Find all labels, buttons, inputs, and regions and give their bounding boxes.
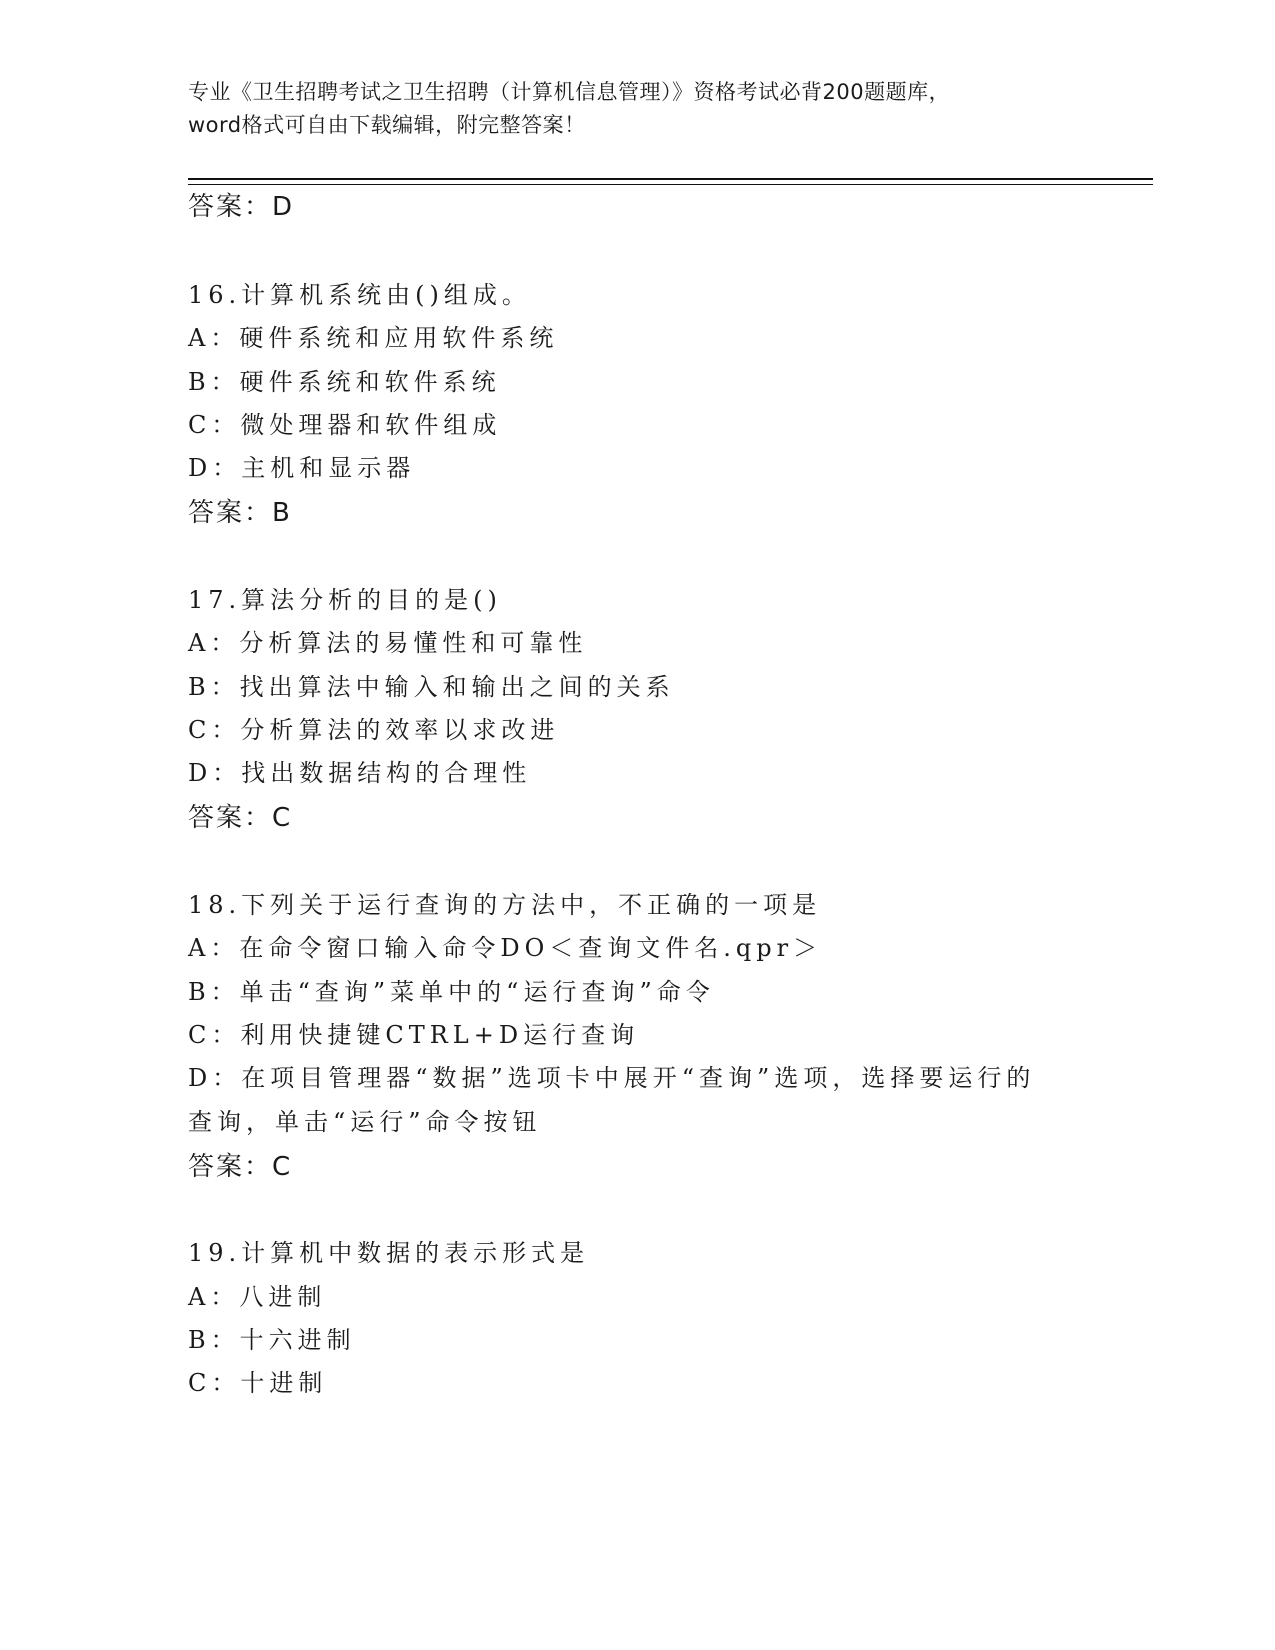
question-stem: 16.计算机系统由()组成。 bbox=[188, 281, 531, 309]
question-answer: 答案：C bbox=[188, 1152, 293, 1182]
question-option: B：找出算法中输入和输出之间的关系 bbox=[188, 673, 675, 701]
question-option: C：分析算法的效率以求改进 bbox=[188, 716, 560, 744]
question-option: C：十进制 bbox=[188, 1369, 328, 1397]
question-option: C：微处理器和软件组成 bbox=[188, 411, 502, 439]
question-option: C：利用快捷键CTRL+D运行查询 bbox=[188, 1021, 640, 1049]
header-line-2: word格式可自由下载编辑，附完整答案！ bbox=[188, 113, 586, 137]
question-option: A：分析算法的易懂性和可靠性 bbox=[188, 629, 588, 657]
question-option: D：在项目管理器“数据”选项卡中展开“查询”选项，选择要运行的 bbox=[188, 1064, 1036, 1092]
question-stem: 18.下列关于运行查询的方法中，不正确的一项是 bbox=[188, 891, 822, 919]
question-answer: 答案：B bbox=[188, 498, 292, 528]
question-option: B：硬件系统和软件系统 bbox=[188, 368, 501, 396]
header-rule-thin bbox=[188, 184, 1153, 185]
question-option: A：在命令窗口输入命令DO＜查询文件名.qpr＞ bbox=[188, 934, 823, 962]
question-stem: 17.算法分析的目的是() bbox=[188, 586, 502, 614]
question-option: A：八进制 bbox=[188, 1283, 327, 1311]
question-option: D：主机和显示器 bbox=[188, 454, 416, 482]
header-line-1: 专业《卫生招聘考试之卫生招聘（计算机信息管理）》资格考试必背200题题库， bbox=[188, 80, 951, 104]
document-header bbox=[188, 76, 1088, 142]
question-option: D：找出数据结构的合理性 bbox=[188, 759, 532, 787]
question-option-continuation: 查询，单击“运行”命令按钮 bbox=[188, 1108, 542, 1136]
question-answer: 答案：C bbox=[188, 803, 293, 833]
header-rule-thick bbox=[188, 178, 1153, 180]
question-stem: 19.计算机中数据的表示形式是 bbox=[188, 1239, 590, 1267]
question-option: B：十六进制 bbox=[188, 1326, 356, 1354]
question-option: A：硬件系统和应用软件系统 bbox=[188, 324, 559, 352]
question-option: B：单击“查询”菜单中的“运行查询”命令 bbox=[188, 978, 715, 1006]
prev-answer: 答案：D bbox=[188, 192, 295, 222]
